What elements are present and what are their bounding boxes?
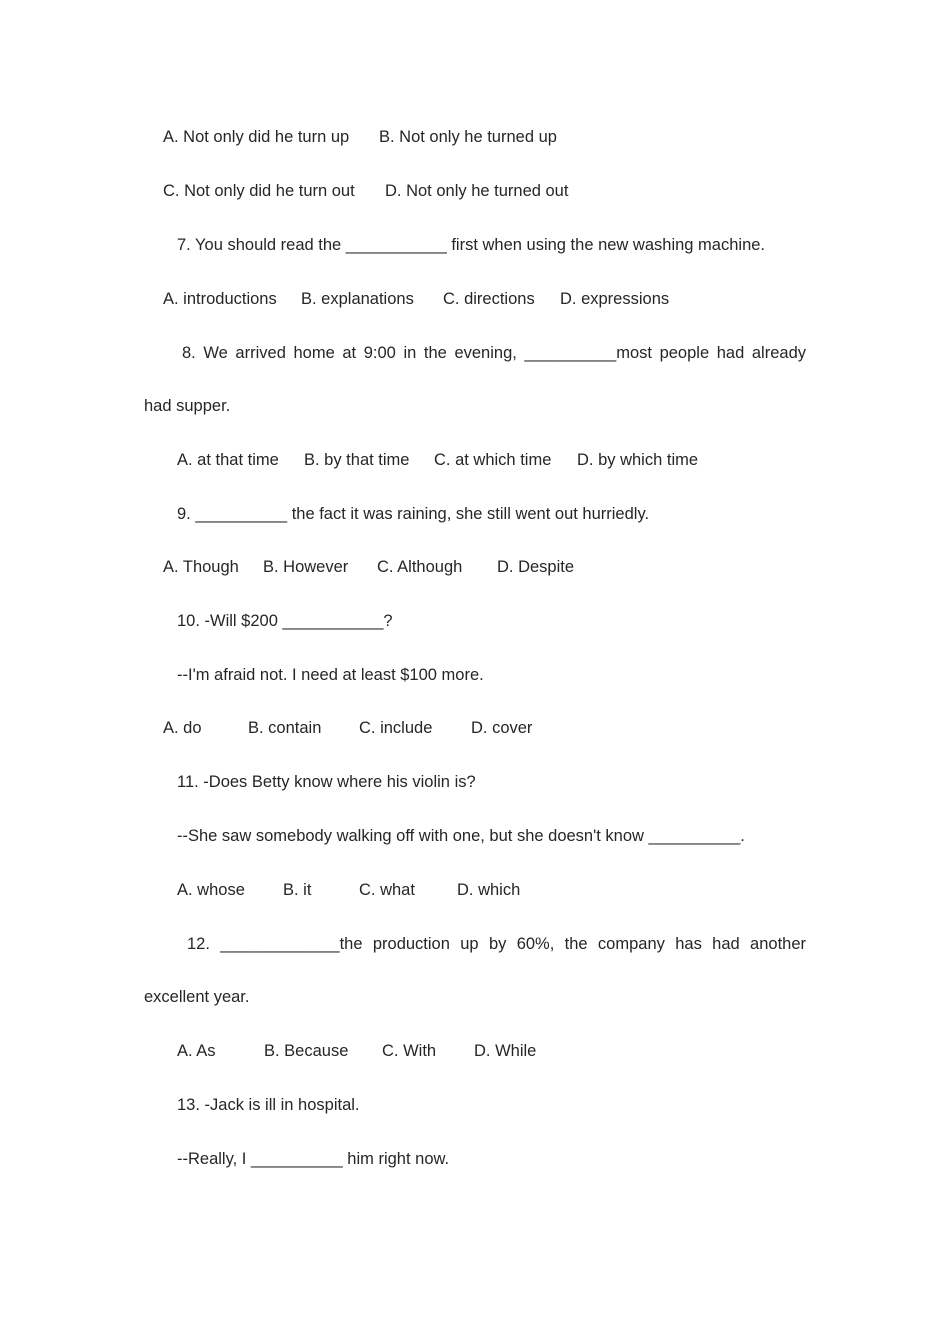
q13-reply: --Really, I __________ him right now. [177,1150,450,1168]
q8-option-c: C. at which time [434,451,552,469]
q8-stem-line2: had supper. [144,397,231,415]
q12-option-a: A. As [177,1042,216,1060]
q9-option-a: A. Though [163,558,239,576]
q9-option-b: B. However [263,558,349,576]
q13-stem: 13. -Jack is ill in hospital. [177,1096,360,1114]
q11-reply: --She saw somebody walking off with one, but she doesn't know __________. [177,827,745,845]
q7-option-b: B. explanations [301,290,414,308]
q8-option-a: A. at that time [177,451,279,469]
q11-option-b: B. it [283,881,312,899]
q6-option-d: D. Not only he turned out [385,182,569,200]
q12-option-c: C. With [382,1042,437,1060]
q10-stem: 10. -Will $200 ___________? [177,612,393,630]
q7-option-a: A. introductions [163,290,277,308]
q12-stem-line2: excellent year. [144,988,250,1006]
q11-option-d: D. which [457,881,521,899]
q9-option-c: C. Although [377,558,463,576]
q12-stem-line1: 12. _____________the production up by 60%, the company has had another [187,935,806,953]
q10-option-d: D. cover [471,719,533,737]
q8-stem-line1: 8. We arrived home at 9:00 in the evening, __________most people had already [182,344,806,362]
q9-option-d: D. Despite [497,558,575,576]
q12-option-b: B. Because [264,1042,349,1060]
q10-option-c: C. include [359,719,433,737]
q10-reply: --I'm afraid not. I need at least $100 more. [177,666,484,684]
q6-option-c: C. Not only did he turn out [163,182,355,200]
q10-option-a: A. do [163,719,202,737]
q11-stem: 11. -Does Betty know where his violin is? [177,773,476,791]
q9-stem: 9. __________ the fact it was raining, she still went out hurriedly. [177,505,650,523]
q7-option-c: C. directions [443,290,535,308]
q6-option-b: B. Not only he turned up [379,128,557,146]
q8-option-b: B. by that time [304,451,410,469]
q11-option-c: C. what [359,881,415,899]
q7-option-d: D. expressions [560,290,670,308]
q10-option-b: B. contain [248,719,322,737]
q7-stem: 7. You should read the ___________ first when using the new washing machine. [177,236,766,254]
q11-option-a: A. whose [177,881,245,899]
q8-option-d: D. by which time [577,451,699,469]
q12-option-d: D. While [474,1042,537,1060]
q6-option-a: A. Not only did he turn up [163,128,350,146]
